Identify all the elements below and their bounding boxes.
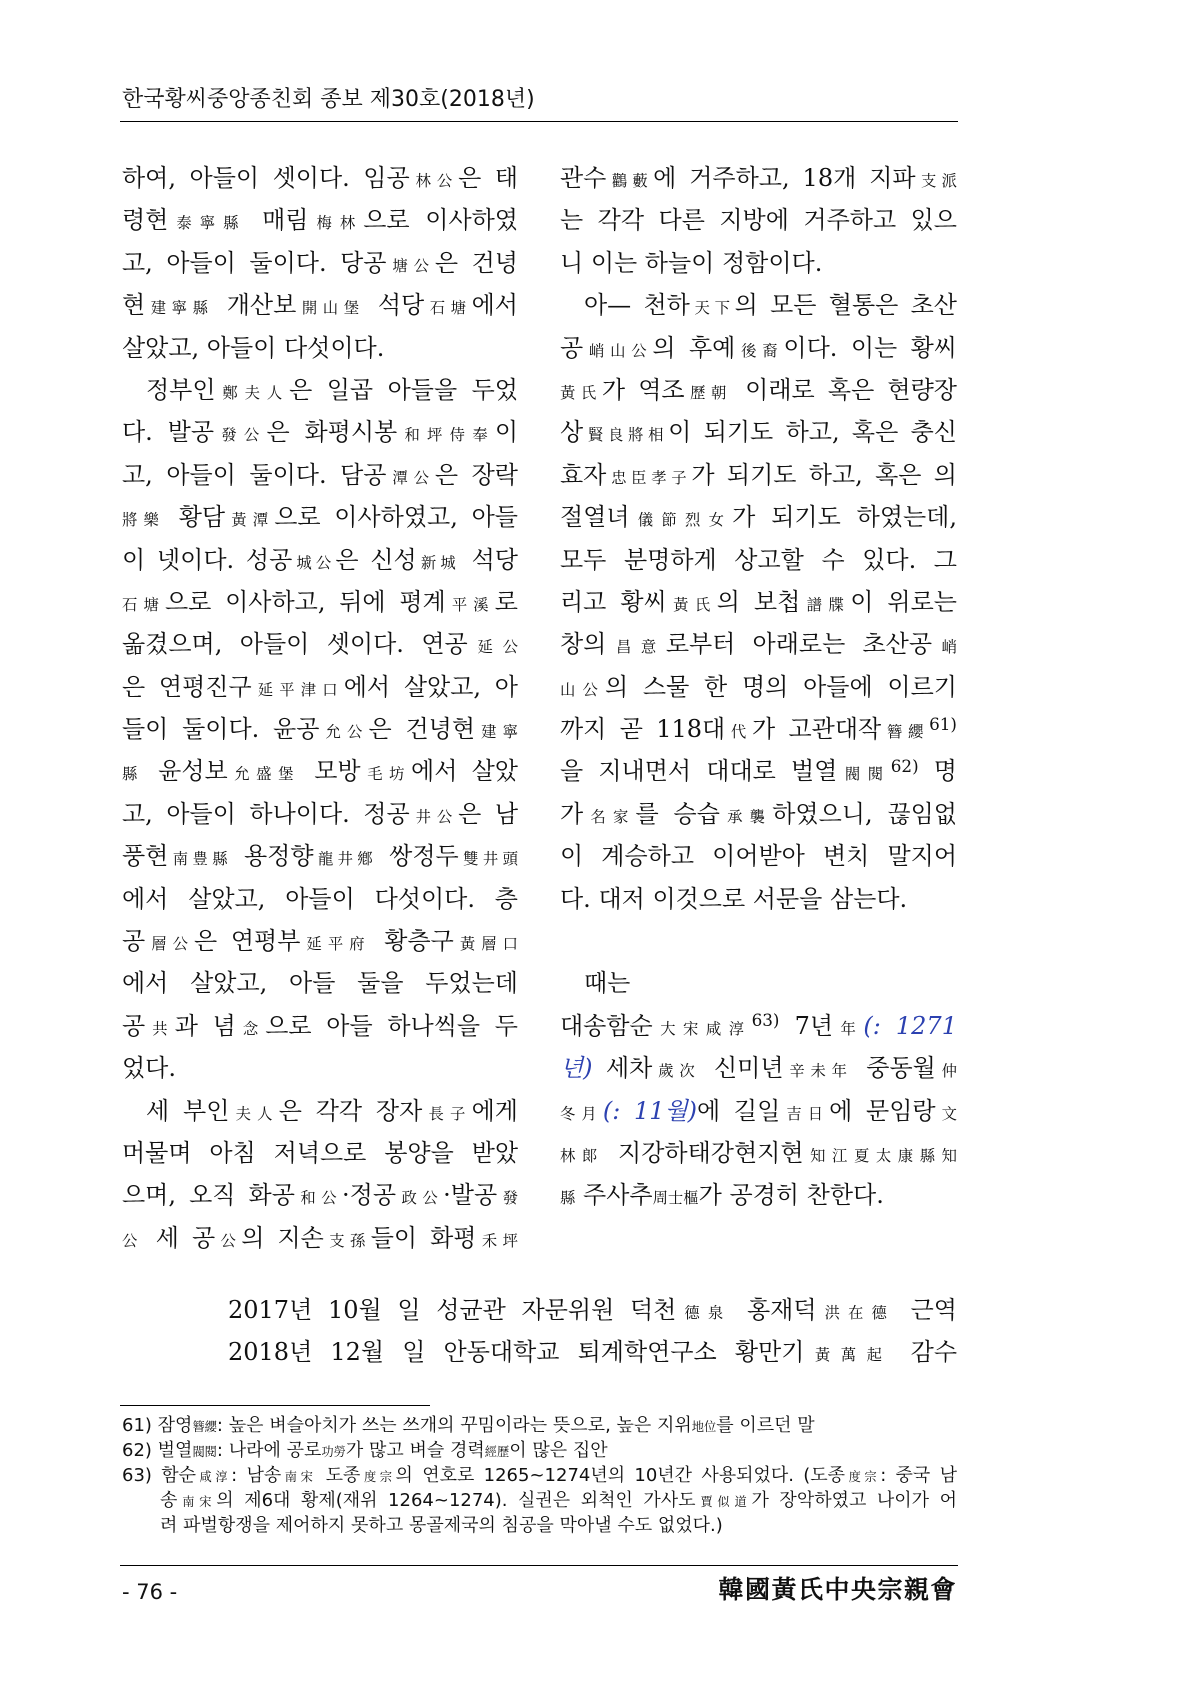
hanja-annotation: 黃萬起 [804, 1346, 893, 1364]
text-run: ·정공 [342, 1181, 397, 1210]
text-run: 를 이르던 말 [716, 1415, 815, 1436]
text-run: 61) 잠영 [122, 1415, 193, 1436]
hanja-annotation: 城公 [292, 553, 336, 572]
text-run: 주사추 [575, 1181, 653, 1210]
hanja-annotation: 發公 [214, 426, 267, 445]
hanja-annotation: 井公 [409, 807, 459, 826]
text-run: 가 되기도 하였는데, [732, 503, 957, 532]
hanja-annotation: 泰寧縣 [168, 214, 247, 233]
hanja-annotation: 允盛堡 [227, 765, 301, 784]
body-line [560, 878, 957, 920]
text-run: : 나라에 공로 [216, 1440, 322, 1461]
body-line [122, 920, 518, 962]
body-line [122, 539, 518, 581]
hanja-annotation: 鄭夫人 [215, 383, 290, 402]
body-line [560, 1174, 957, 1216]
hanja-annotation: 歷朝 [684, 383, 732, 402]
text-run: 의 연호로 1265~1274년의 10년간 사용되었다. (도종 [395, 1465, 846, 1486]
text-run: 가 역조 [601, 375, 685, 404]
text-run: 으며, 오직 화공 [122, 1181, 295, 1210]
hanja-annotation: 新城 [416, 553, 460, 572]
text-run: 공 [122, 1011, 146, 1040]
hanja-annotation: 層公 [145, 935, 194, 954]
text-run: 이래로 혹은 현량장 [731, 375, 957, 404]
text-run: 령현 [122, 206, 169, 235]
text-run: 2017년 10월 일 성균관 자문위원 덕천 [228, 1296, 677, 1324]
hanja-annotation: 龍井鄕 [313, 850, 378, 869]
paragraph [122, 157, 518, 369]
body-line [560, 708, 957, 750]
hanja-annotation: 支派 [915, 172, 957, 190]
hanja-annotation: 辛未年 [783, 1062, 853, 1081]
hanja-annotation: 公 [215, 1231, 242, 1250]
text-run: 고, 아들이 둘이다. 당공 [122, 248, 387, 277]
text-run: 62) 벌열 [122, 1440, 193, 1461]
text-run: 으로 이사하였 [363, 206, 518, 235]
text-run: 은 장락 [434, 460, 518, 489]
text-run: 에서 [471, 291, 518, 320]
text-run: 의 모든 혈통은 초산 [734, 291, 957, 320]
body-line [560, 623, 957, 665]
text-run: 를 승습 [635, 799, 720, 828]
hanja-annotation: 禾坪 [476, 1231, 518, 1250]
paragraph [560, 1005, 957, 1217]
text-run: 석당 [364, 291, 425, 320]
body-line [560, 369, 957, 411]
footnote-line [122, 1488, 957, 1513]
hanja-annotation: 雙井頭 [458, 850, 518, 869]
paragraph [560, 284, 957, 920]
hanja-annotation: 毛坊 [360, 765, 412, 784]
text-run: : 높은 벼슬아치가 쓰는 쓰개의 꾸밈이라는 뜻으로, 높은 지위 [216, 1415, 692, 1436]
body-line [122, 284, 518, 326]
text-run: 가 공경히 찬한다. [698, 1181, 884, 1210]
text-run: 가 [560, 799, 584, 828]
text-run: 이 넷이다. 성공 [122, 545, 293, 574]
hanja-annotation: 縣 [560, 1189, 576, 1208]
hanja-annotation: 黃氏 [560, 383, 602, 402]
text-run: 가 고관대작 [751, 715, 882, 744]
hanja-annotation: 將樂 [122, 511, 165, 530]
hanja-annotation: 天下 [689, 299, 735, 318]
hanja-annotation: 石塘 [424, 299, 472, 318]
text-run: 근역 [894, 1296, 957, 1324]
body-line [122, 962, 518, 1004]
text-run: 모방 [300, 757, 361, 786]
text-run: 들이 둘이다. 윤공 [122, 715, 320, 744]
text-run: 이 위로는 [850, 587, 957, 616]
text-run: 중동월 [852, 1054, 936, 1083]
text-run: 은 일곱 아들을 두었 [289, 375, 518, 404]
text-run: 은 각각 장자 [278, 1096, 423, 1125]
header-rule [120, 121, 958, 122]
hanja-annotation: 林公 [409, 172, 459, 190]
hanja-annotation: 仲 [935, 1062, 957, 1081]
text-run: 도종 [316, 1465, 361, 1486]
hanja-annotation: 允公 [319, 723, 369, 742]
text-run: 가 되기도 하고, 혹은 의 [691, 460, 957, 489]
hanja-annotation: 德泉 [676, 1304, 732, 1322]
hanja-annotation: 峭 [932, 638, 957, 657]
body-line [122, 581, 518, 623]
hanja-annotation: 地位 [691, 1420, 717, 1434]
hanja-annotation: 閥閱 [192, 1445, 217, 1459]
paragraph [560, 962, 957, 1004]
body-line [560, 454, 957, 496]
footnote [122, 1438, 957, 1463]
text-run: 하여, 아들이 셋이다. 임공 [122, 164, 410, 192]
body-line [560, 496, 957, 538]
body-line [122, 242, 518, 284]
text-run: 이 되기도 하고, 혹은 충신 [668, 418, 957, 447]
right-text-column [560, 157, 957, 1217]
hanja-annotation: 黃氏 [666, 595, 717, 614]
hanja-annotation: 大宋咸淳 [652, 1019, 752, 1038]
footnote [122, 1413, 957, 1438]
footnote-line [122, 1463, 957, 1488]
body-line [560, 199, 957, 241]
text-run: 아— 천하 [584, 291, 690, 320]
hanja-annotation: 度宗 [845, 1470, 881, 1484]
hanja-annotation: 梅林 [308, 214, 364, 233]
hanja-annotation: 簪纓 [881, 723, 930, 742]
text-run: 신미년 [700, 1054, 784, 1083]
paragraph [560, 157, 957, 284]
body-line [122, 327, 518, 369]
body-line [122, 878, 518, 920]
year-annotation: (: 1271 [863, 1011, 957, 1040]
text-run: 로부터 아래로는 초산공 [665, 630, 933, 659]
paragraph [122, 1090, 518, 1260]
hanja-annotation: 後裔 [735, 341, 784, 360]
text-run: 에 길일 [697, 1096, 781, 1125]
hanja-annotation: 山公 [560, 680, 605, 699]
footnote-reference: 63) [751, 1010, 780, 1031]
text-run: 쌍정두 [377, 842, 459, 871]
hanja-annotation: 周士樞 [652, 1189, 699, 1208]
hanja-annotation: 共 [145, 1019, 175, 1038]
hanja-annotation: 代 [725, 723, 752, 742]
text-run: 고, 아들이 둘이다. 담공 [122, 460, 387, 489]
text-run: 가 장악하였고 나이가 어 [751, 1490, 957, 1511]
text-run: 에게 [471, 1096, 518, 1125]
hanja-annotation: 南宋 [281, 1470, 317, 1484]
text-run: 2018년 12월 일 안동대학교 퇴계학연구소 황만기 [228, 1338, 805, 1366]
hanja-annotation: 承襲 [719, 807, 773, 826]
footnote-line [122, 1438, 957, 1463]
text-run: 명 [918, 757, 957, 786]
text-run: 공 [122, 927, 146, 956]
footnote [122, 1463, 957, 1538]
text-run: 은 건녕현 [368, 715, 476, 744]
footnotes [122, 1413, 957, 1538]
footnote-reference: 61) [929, 713, 957, 734]
text-run: 대송함순 [560, 1011, 653, 1040]
hanja-annotation: 延平津口 [251, 680, 344, 699]
text-run: : 남송 [231, 1465, 282, 1486]
text-run: 들이 화평 [370, 1223, 477, 1252]
body-line [122, 454, 518, 496]
text-run: 정부인 [146, 375, 216, 404]
hanja-annotation: 知江夏太康縣知 [803, 1146, 957, 1165]
text-run: 은 태 [458, 164, 518, 192]
text-run: 이 많은 집안 [509, 1440, 608, 1461]
hanja-annotation: 平溪 [445, 595, 495, 614]
text-run: 홍재덕 [731, 1296, 817, 1324]
text-run: 으로 아들 하나씩을 두 [265, 1011, 518, 1040]
body-line [122, 708, 518, 750]
hanja-annotation: 建寧縣 [145, 299, 214, 318]
text-run: 풍현 [122, 842, 169, 871]
text-run: 관수 [560, 164, 607, 192]
text-run: 효자 [560, 460, 607, 489]
text-run: 은 남 [458, 799, 518, 828]
text-run: 으로 이사하고, 뒤에 평계 [164, 587, 446, 616]
text-run: 었다. [122, 1054, 176, 1083]
hanja-annotation: 延公 [467, 638, 518, 657]
text-run: 살았고, 아들이 다섯이다. [122, 333, 385, 362]
text-run: 세 부인 [146, 1096, 230, 1125]
hanja-annotation: 歲次 [652, 1062, 701, 1081]
text-run: 상 [560, 418, 584, 447]
hanja-annotation: 文 [935, 1104, 957, 1123]
body-line [122, 793, 518, 835]
text-run: : 중국 남 [880, 1465, 957, 1486]
text-run: 감수 [892, 1338, 957, 1366]
text-run: 때는 [584, 969, 631, 998]
body-line [122, 750, 518, 792]
text-run: 에서 살았 [411, 757, 518, 786]
hanja-annotation: 公 [122, 1231, 143, 1250]
text-run: 의 보첩 [716, 587, 801, 616]
hanja-annotation: 政公 [396, 1189, 444, 1208]
hanja-annotation: 夫人 [229, 1104, 279, 1123]
attribution-line [228, 1331, 957, 1373]
text-run: 세차 [592, 1054, 653, 1083]
hanja-annotation: 南宋 [177, 1495, 217, 1509]
footnote-line [122, 1413, 957, 1438]
text-run: 절열녀 [560, 503, 630, 532]
left-text-column [122, 157, 518, 1259]
text-run: 현 [122, 291, 146, 320]
hanja-annotation: 和公 [294, 1189, 343, 1208]
hanja-annotation: 儀節烈女 [629, 511, 733, 530]
text-run: 려 파벌항쟁을 제어하지 못하고 몽골제국의 침공을 막아낼 수도 없었다.) [160, 1515, 723, 1536]
hanja-annotation: 度宗 [360, 1470, 396, 1484]
hanja-annotation: 閥閱 [837, 765, 891, 784]
text-run: 개산보 [213, 291, 297, 320]
text-run: 리고 황씨 [560, 587, 667, 616]
text-run: ·발공 [443, 1181, 498, 1210]
hanja-annotation: 譜牒 [800, 595, 851, 614]
text-run: 윤성보 [143, 757, 228, 786]
hanja-annotation: 黃層口 [453, 935, 518, 954]
body-line [560, 157, 957, 199]
hanja-annotation: 建寧 [475, 723, 518, 742]
text-run: 에서 살았고, 아 [343, 672, 518, 701]
text-run: 공 [560, 333, 584, 362]
text-run: 은 화평시봉 [266, 418, 398, 447]
translator-attribution [228, 1289, 957, 1373]
body-line [122, 623, 518, 665]
body-line [122, 1174, 518, 1216]
body-line [122, 1047, 518, 1089]
body-line [560, 539, 957, 581]
hanja-annotation: 石塘 [122, 595, 165, 614]
text-run: 을 지내면서 대대로 벌열 [560, 757, 838, 786]
text-run: 는 각각 다른 지방에 거주하고 있으 [560, 206, 957, 235]
body-line [122, 496, 518, 538]
hanja-annotation: 南豊縣 [168, 850, 232, 869]
body-line [122, 157, 518, 199]
body-line [122, 369, 518, 411]
text-run: 은 신성 [335, 545, 417, 574]
hanja-annotation: 峭山公 [583, 341, 653, 360]
page-number: - 76 - [122, 1580, 178, 1604]
body-line [122, 199, 518, 241]
text-run: 용정향 [231, 842, 314, 871]
text-run: 옮겼으며, 아들이 셋이다. 연공 [122, 630, 468, 659]
text-run: 과 념 [174, 1011, 236, 1040]
hanja-annotation: 鸛藪 [606, 172, 654, 190]
text-run: 고, 아들이 하나이다. 정공 [122, 799, 410, 828]
text-run: 은 연평부 [194, 927, 301, 956]
footnote-line [122, 1513, 957, 1538]
hanja-annotation: 縣 [122, 765, 144, 784]
body-line [122, 1090, 518, 1132]
text-run: 니 이는 하늘이 정함이다. [560, 248, 823, 277]
body-line [560, 835, 957, 877]
body-line [560, 1090, 957, 1132]
publisher-logotype: 韓國黃氏中央宗親會 [718, 1575, 957, 1604]
footnote-separator [120, 1405, 430, 1406]
text-run: 로 [494, 587, 518, 616]
text-run: 황층구 [370, 927, 454, 956]
text-run: 은 연평진구 [122, 672, 252, 701]
hanja-annotation: 忠臣孝子 [606, 468, 692, 487]
body-line [560, 581, 957, 623]
text-run: 매림 [246, 206, 309, 235]
text-run: 의 지손 [241, 1223, 324, 1252]
hanja-annotation: 林郞 [560, 1146, 604, 1165]
year-annotation: 년) [560, 1054, 593, 1083]
hanja-annotation: 功勞 [321, 1445, 346, 1459]
text-run: 세 공 [142, 1223, 216, 1252]
body-line [122, 666, 518, 708]
text-run: 에서 살았고, 아들 둘을 두었는데 [122, 969, 518, 998]
text-run: 이다. 이는 황씨 [783, 333, 957, 362]
text-run: 하였으니, 끊임없 [772, 799, 957, 828]
text-run: 으로 이사하였고, 아들 [274, 503, 518, 532]
hanja-annotation: 發 [497, 1189, 518, 1208]
body-line [560, 284, 957, 326]
year-annotation: (: 11월) [602, 1096, 698, 1125]
body-line [122, 1005, 518, 1047]
text-run: 창의 [560, 630, 607, 659]
hanja-annotation: 黃潭 [225, 511, 275, 530]
body-line [560, 666, 957, 708]
text-run: 에서 살았고, 아들이 다섯이다. 층 [122, 884, 518, 913]
hanja-annotation: 冬月 [560, 1104, 603, 1123]
hanja-annotation: 長子 [422, 1104, 472, 1123]
text-run: 머물며 아침 저녁으로 봉양을 받았 [122, 1138, 518, 1167]
text-run: 모두 분명하게 상고할 수 있다. 그 [560, 545, 957, 574]
text-run: 가 많고 벼슬 경력 [345, 1440, 485, 1461]
footer-rule [120, 1565, 958, 1566]
text-run: 이 계승하고 이어받아 변치 말지어 [560, 842, 957, 871]
hanja-annotation: 昌意 [606, 638, 666, 657]
body-line [122, 1132, 518, 1174]
hanja-annotation: 開山堡 [296, 299, 365, 318]
text-run: 의 제6대 황제(재위 1264~1274). 실권은 외척인 가사도 [216, 1490, 696, 1511]
text-run: 송 [160, 1490, 178, 1511]
attribution-line [228, 1289, 957, 1331]
text-run: 지강하태강현지현 [603, 1138, 804, 1167]
text-run: 황담 [164, 503, 226, 532]
text-run: 다. 대저 이것으로 서문을 삼는다. [560, 884, 908, 913]
hanja-annotation: 賢良將相 [583, 426, 669, 445]
text-run: 에 문임랑 [829, 1096, 936, 1125]
paragraph [122, 369, 518, 1090]
body-line [560, 1132, 957, 1174]
body-line [122, 1217, 518, 1259]
body-line [560, 750, 957, 792]
hanja-annotation: 賈似道 [695, 1495, 752, 1509]
footnote-reference: 62) [890, 755, 919, 776]
text-run: 7년 [779, 1011, 834, 1040]
body-line [560, 1047, 957, 1089]
body-line [560, 327, 957, 369]
text-run: 석당 [459, 545, 518, 574]
hanja-annotation: 念 [235, 1019, 266, 1038]
text-run: 다. 발공 [122, 418, 215, 447]
hanja-annotation: 簪纓 [192, 1420, 217, 1434]
text-run: 의 후예 [652, 333, 736, 362]
text-run: 까지 곧 118대 [560, 715, 726, 744]
hanja-annotation: 年 [833, 1019, 864, 1038]
journal-header-title: 한국황씨중앙종친회 종보 제30호(2018년) [122, 87, 535, 112]
body-line [560, 793, 957, 835]
body-line [560, 1005, 957, 1047]
hanja-annotation: 吉日 [780, 1104, 830, 1123]
body-line [560, 962, 957, 1004]
hanja-annotation: 名家 [583, 807, 636, 826]
hanja-annotation: 咸淳 [195, 1470, 232, 1484]
hanja-annotation: 支孫 [323, 1231, 371, 1250]
hanja-annotation: 延平府 [300, 935, 371, 954]
body-line [560, 242, 957, 284]
hanja-annotation: 和坪侍奉 [397, 426, 495, 445]
body-line [560, 411, 957, 453]
text-run: 은 건녕 [434, 248, 518, 277]
body-line [122, 835, 518, 877]
hanja-annotation: 經歷 [484, 1445, 510, 1459]
text-run: 이 [494, 418, 518, 447]
text-run: 63) 함순 [122, 1465, 196, 1486]
hanja-annotation: 塘公 [386, 256, 435, 275]
text-run: 의 스물 한 명의 아들에 이르기 [604, 672, 957, 701]
hanja-annotation: 洪在德 [816, 1304, 895, 1322]
hanja-annotation: 潭公 [386, 468, 435, 487]
text-run: 에 거주하고, 18개 지파 [653, 164, 916, 192]
body-line [122, 411, 518, 453]
